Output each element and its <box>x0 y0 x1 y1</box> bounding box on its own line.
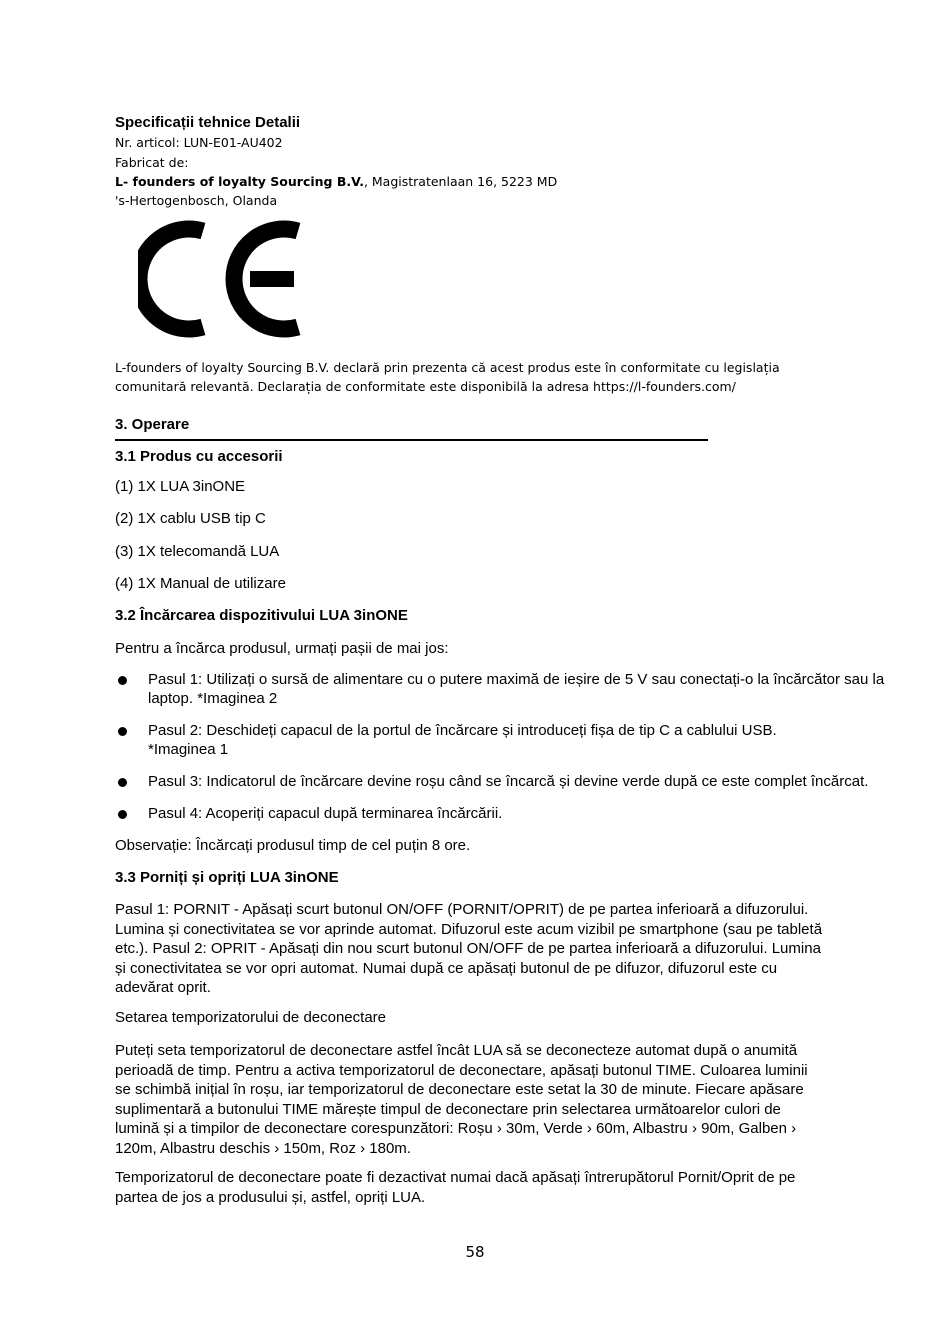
step-4-line-1: Pasul 4: Acoperiți capacul după terminarea încărcării. <box>148 805 503 822</box>
timer-final-paragraph: Temporizatorul de deconectare poate fi dezactivat numai dacă apăsați întrerupătorul Pornit/Oprit de pe partea de jos a produsului și, astfel, opriți LUA. <box>115 1169 796 1206</box>
spec-heading: Specificații tehnice Detalii <box>115 114 301 131</box>
step-2-line-1: Pasul 2: Deschideți capacul de la portul de încărcare și introduceți fișa de tip C a cablului USB. <box>148 722 777 739</box>
charging-note: Observație: Încărcați produsul timp de cel puțin 8 ore. <box>115 837 471 854</box>
power-paragraph: Pasul 1: PORNIT - Apăsați scurt butonul ON/OFF (PORNIT/OPRIT) de pe partea inferioară a difuzorului. Lumina și conectivitatea se vor aprinde automat. Difuzorul este acum vizibil pe smartphone (sau pe tabletă etc.). Pasul 2: OPRIT - Apăsați din nou scurt butonul ON/OFF de pe partea inferioară a difuzorului. Lumina și conectivitatea se vor opri automat. Numai după ce apăsați butonul de pe difuzor, difuzorul este cu adevărat oprit. <box>115 901 823 996</box>
timer-heading: Setarea temporizatorului de deconectare <box>115 1009 386 1026</box>
bullet-icon <box>118 810 127 819</box>
article-number: Nr. articol: LUN-E01-AU402 <box>115 135 283 150</box>
bullet-icon <box>118 676 127 685</box>
bullet-icon <box>118 727 127 736</box>
accessory-item: (1) 1X LUA 3inONE <box>115 478 246 495</box>
charging-intro: Pentru a încărca produsul, urmați pașii de mai jos: <box>115 640 449 657</box>
made-by-label: Fabricat de: <box>115 155 189 170</box>
page-number: 58 <box>465 1243 485 1261</box>
ce-mark-logo <box>138 220 304 338</box>
step-1-line-2: laptop. *Imaginea 2 <box>148 690 278 707</box>
declaration-line-2: comunitară relevantă. Declarația de conformitate este disponibilă la adresa https://l-founders.com/ <box>115 379 736 394</box>
section-3-2-title: 3.2 Încărcarea dispozitivului LUA 3inONE <box>115 607 408 624</box>
accessory-item: (2) 1X cablu USB tip C <box>115 510 266 527</box>
step-2-line-2: *Imaginea 1 <box>148 741 229 758</box>
manufacturer-city: 's-Hertogenbosch, Olanda <box>115 193 278 208</box>
accessory-item: (3) 1X telecomandă LUA <box>115 543 280 560</box>
manufacturer-name: L- founders of loyalty Sourcing B.V. <box>115 174 364 189</box>
section-divider <box>115 439 708 441</box>
section-3-title: 3. Operare <box>115 416 190 433</box>
step-1-line-1: Pasul 1: Utilizați o sursă de alimentare cu o putere maximă de ieșire de 5 V sau conectați-o la încărcător sau la <box>148 671 885 688</box>
accessory-item: (4) 1X Manual de utilizare <box>115 575 286 592</box>
section-3-3-title: 3.3 Porniți și opriți LUA 3inONE <box>115 869 339 886</box>
manufacturer-address: , Magistratenlaan 16, 5223 MD <box>363 174 558 189</box>
bullet-icon <box>118 778 127 787</box>
section-3-1-title: 3.1 Produs cu accesorii <box>115 448 283 465</box>
declaration-line-1: L-founders of loyalty Sourcing B.V. declară prin prezenta că acest produs este în conformitate cu legislația <box>115 360 780 375</box>
manufacturer-line <box>115 172 557 191</box>
step-3-line-1: Pasul 3: Indicatorul de încărcare devine roșu când se încarcă și devine verde după ce este complet încărcat. <box>148 773 869 790</box>
timer-paragraph: Puteți seta temporizatorul de deconectare astfel încât LUA să se deconecteze automat după o anumită perioadă de timp. Pentru a activa temporizatorul de deconectare, apăsați butonul TIME. Culoarea luminii se schimbă inițial în roșu, iar temporizatorul de deconectare este setat la 30 de minute. Fiecare apăsare suplimentară a butonului TIME mărește timpul de deconectare prin selectarea următoarelor culori de lumină și a timpilor de deconectare corespunzători: Roșu › 30m, Verde › 60m, Albastru › 90m, Galben › 120m, Albastru deschis › 150m, Roz › 180m. <box>115 1042 808 1157</box>
